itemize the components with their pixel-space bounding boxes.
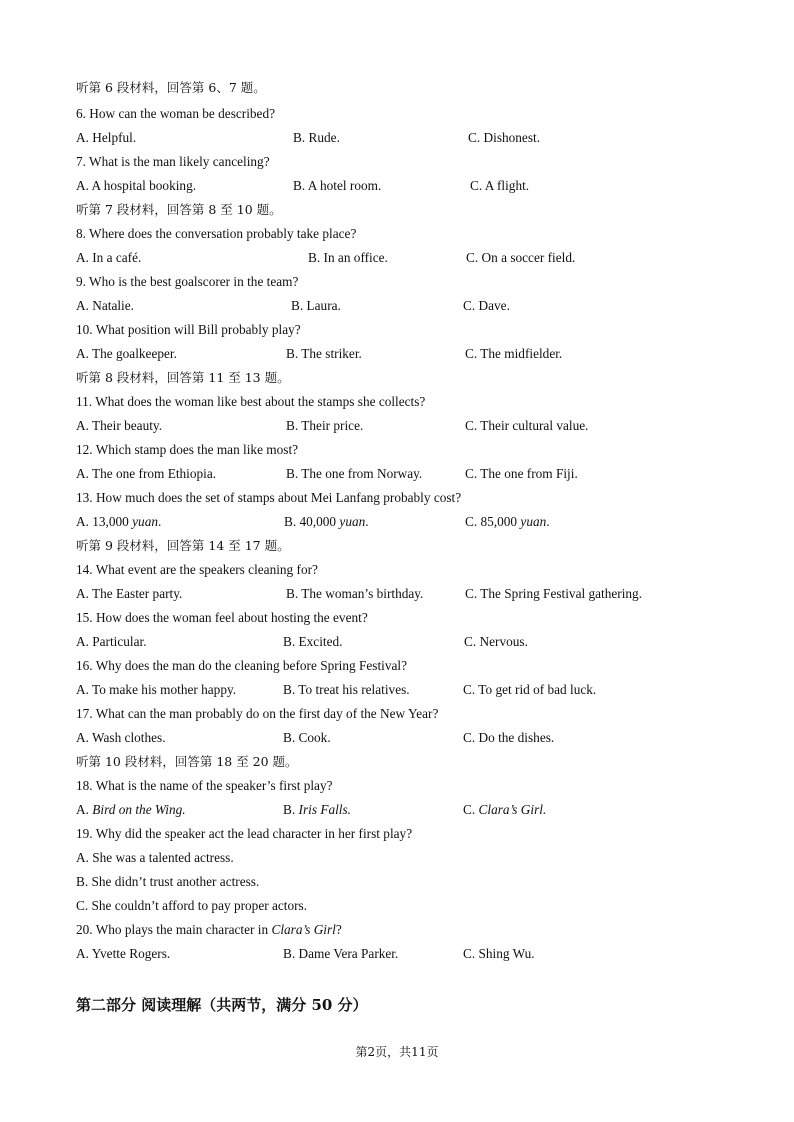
question-12-stem: 12. Which stamp does the man like most? xyxy=(76,442,299,457)
option-c: C. 85,000 yuan. xyxy=(465,514,550,529)
option-c: C. Dishonest. xyxy=(468,130,541,145)
option-b: B. The one from Norway. xyxy=(286,466,423,481)
option-a: A. Bird on the Wing. xyxy=(76,802,186,817)
option-a: A. The one from Ethiopia. xyxy=(76,466,217,481)
question-8-stem: 8. Where does the conversation probably take place? xyxy=(76,226,357,241)
option-a: A. A hospital booking. xyxy=(76,178,197,193)
option-c: C. A flight. xyxy=(470,178,530,193)
option-b: B. A hotel room. xyxy=(293,178,382,193)
question-15-stem: 15. How does the woman feel about hosting the event? xyxy=(76,610,368,625)
option-b: B. The striker. xyxy=(286,346,362,361)
option-b: B. Their price. xyxy=(286,418,364,433)
section-header-9: 听第 9 段材料，回答第 14 至 17 题。 xyxy=(76,538,290,553)
page-footer: 第2页，共11页 xyxy=(355,1045,439,1059)
option-b: B. Cook. xyxy=(283,730,331,745)
section-header-7: 听第 7 段材料，回答第 8 至 10 题。 xyxy=(76,202,282,217)
question-19-option-c: C. She couldn’t afford to pay proper actors. xyxy=(76,898,308,913)
question-19-stem: 19. Why did the speaker act the lead character in her first play? xyxy=(76,826,413,841)
option-a: A. Wash clothes. xyxy=(76,730,166,745)
question-7-stem: 7. What is the man likely canceling? xyxy=(76,154,270,169)
option-a: A. Helpful. xyxy=(76,130,137,145)
option-a: A. Natalie. xyxy=(76,298,134,313)
option-b: B. 40,000 yuan. xyxy=(284,514,369,529)
option-b: B. Iris Falls. xyxy=(283,802,351,817)
question-6-stem: 6. How can the woman be described? xyxy=(76,106,276,121)
question-17-stem: 17. What can the man probably do on the first day of the New Year? xyxy=(76,706,439,721)
option-c: C. The one from Fiji. xyxy=(465,466,578,481)
question-19-option-b: B. She didn’t trust another actress. xyxy=(76,874,260,889)
option-b: B. To treat his relatives. xyxy=(283,682,410,697)
option-b: B. Excited. xyxy=(283,634,343,649)
question-11-stem: 11. What does the woman like best about the stamps she collects? xyxy=(76,394,426,409)
option-c: C. On a soccer field. xyxy=(466,250,576,265)
option-a: A. Yvette Rogers. xyxy=(76,946,171,961)
option-c: C. Do the dishes. xyxy=(463,730,555,745)
option-a: A. In a café. xyxy=(76,250,142,265)
option-b: B. Laura. xyxy=(291,298,341,313)
option-b: B. Dame Vera Parker. xyxy=(283,946,399,961)
section-title: 第二部分 阅读理解（共两节，满分 50 分） xyxy=(76,996,368,1014)
option-c: C. Nervous. xyxy=(464,634,528,649)
section-header-8: 听第 8 段材料，回答第 11 至 13 题。 xyxy=(76,370,290,385)
option-a: A. 13,000 yuan. xyxy=(76,514,162,529)
option-a: A. The Easter party. xyxy=(76,586,183,601)
option-a: A. Particular. xyxy=(76,634,147,649)
option-b: B. The woman’s birthday. xyxy=(286,586,424,601)
option-b: B. In an office. xyxy=(308,250,388,265)
question-10-stem: 10. What position will Bill probably play? xyxy=(76,322,301,337)
section-header-6: 听第 6 段材料，回答第 6、7 题。 xyxy=(76,80,266,95)
section-header-10: 听第 10 段材料，回答第 18 至 20 题。 xyxy=(76,754,298,769)
option-c: C. The Spring Festival gathering. xyxy=(465,586,643,601)
question-13-stem: 13. How much does the set of stamps about Mei Lanfang probably cost? xyxy=(76,490,462,505)
option-b: B. Rude. xyxy=(293,130,340,145)
option-c: C. Clara’s Girl. xyxy=(463,802,547,817)
question-9-stem: 9. Who is the best goalscorer in the team? xyxy=(76,274,299,289)
option-c: C. The midfielder. xyxy=(465,346,563,361)
option-c: C. To get rid of bad luck. xyxy=(463,682,597,697)
option-a: A. The goalkeeper. xyxy=(76,346,177,361)
question-20-stem: 20. Who plays the main character in Clara’s Girl? xyxy=(76,922,342,937)
option-a: A. To make his mother happy. xyxy=(76,682,237,697)
option-c: C. Dave. xyxy=(463,298,510,313)
option-c: C. Shing Wu. xyxy=(463,946,535,961)
option-a: A. Their beauty. xyxy=(76,418,163,433)
question-14-stem: 14. What event are the speakers cleaning for? xyxy=(76,562,318,577)
option-c: C. Their cultural value. xyxy=(465,418,589,433)
question-19-option-a: A. She was a talented actress. xyxy=(76,850,234,865)
question-18-stem: 18. What is the name of the speaker’s first play? xyxy=(76,778,333,793)
question-16-stem: 16. Why does the man do the cleaning before Spring Festival? xyxy=(76,658,407,673)
